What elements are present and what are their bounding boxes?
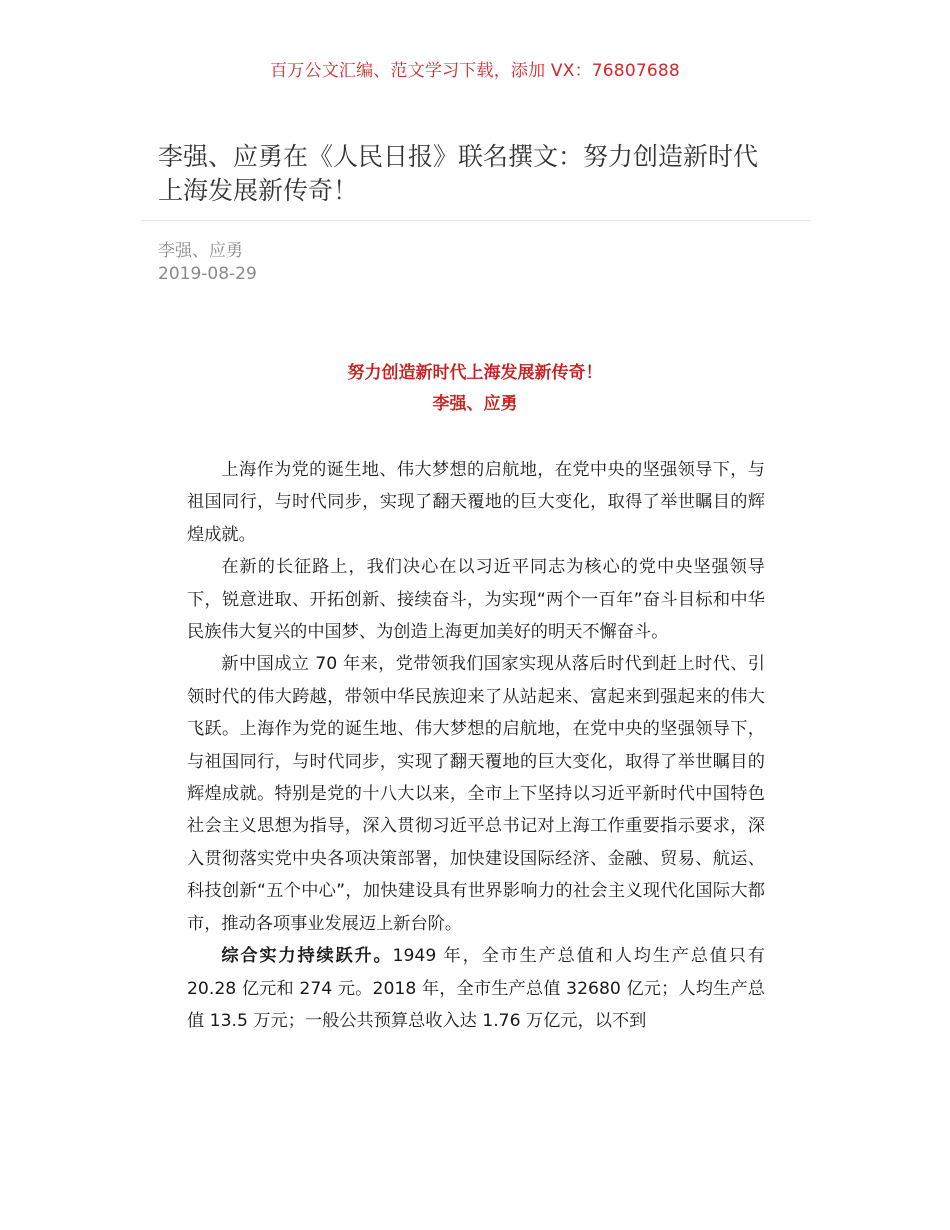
article-headline: 努力创造新时代上海发展新传奇！	[347, 363, 603, 383]
paragraph: 在新的长征路上，我们决心在以习近平同志为核心的党中央坚强领导下，锐意进取、开拓创新、接续奋斗，为实现“两个一百年”奋斗目标和中华民族伟大复兴的中国梦、为创造上海更加美好的明天不懈奋斗。	[187, 557, 765, 643]
article-meta	[158, 240, 257, 286]
paragraph-lead: 综合实力持续跃升。	[221, 946, 393, 967]
article-body	[187, 454, 765, 1037]
article-byline: 李强、应勇	[432, 394, 518, 414]
publish-date: 2019-08-29	[158, 264, 257, 284]
promo-banner: 百万公文汇编、范文学习下载，添加 VX：76807688	[270, 61, 680, 81]
author-name: 李强、应勇	[158, 241, 243, 261]
page-title-line-1: 李强、应勇在《人民日报》联名撰文：努力创造新时代	[158, 142, 759, 171]
page-title	[158, 140, 798, 208]
article-heading	[0, 358, 950, 420]
paragraph	[187, 940, 765, 1037]
paragraph: 上海作为党的诞生地、伟大梦想的启航地，在党中央的坚强领导下，与祖国同行，与时代同步，实现了翻天覆地的巨大变化，取得了举世瞩目的辉煌成就。	[187, 460, 765, 545]
paragraph: 新中国成立 70 年来，党带领我们国家实现从落后时代到赶上时代、引领时代的伟大跨越，带领中华民族迎来了从站起来、富起来到强起来的伟大飞跃。上海作为党的诞生地、伟大梦想的启航地，在党中央的坚强领导下，与祖国同行，与时代同步，实现了翻天覆地的巨大变化，取得了举世瞩目的辉煌成就。特别是党的十八大以来，全市上下坚持以习近平新时代中国特色社会主义思想为指导，深入贯彻习近平总书记对上海工作重要指示要求，深入贯彻落实党中央各项决策部署，加快建设国际经济、金融、贸易、航运、科技创新“五个中心”，加快建设具有世界影响力的社会主义现代化国际大都市，推动各项事业发展迈上新台阶。	[187, 654, 765, 934]
title-divider	[141, 220, 810, 221]
page-title-line-2: 上海发展新传奇！	[158, 176, 359, 205]
paragraph-text: 1949 年，全市生产总值和人均生产总值只有 20.28 亿元和 274 元。2018 年，全市生产总值 32680 亿元；人均生产总值 13.5 万元；一般公共预算总收入达 1.76 万亿元，以不到	[187, 946, 765, 1031]
